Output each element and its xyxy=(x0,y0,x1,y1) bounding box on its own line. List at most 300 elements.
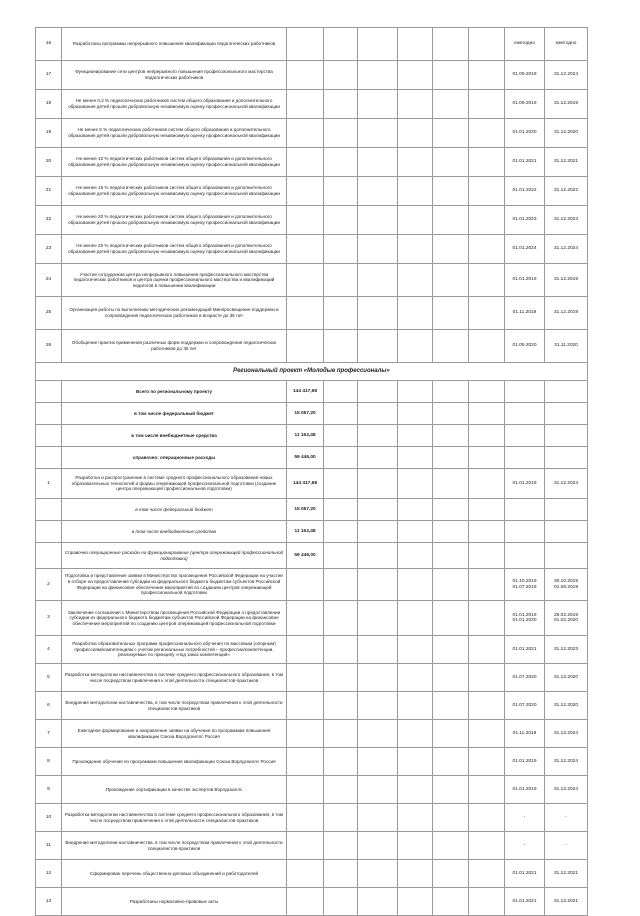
measure-name: Не менее 5 % педагогических работников систем общего образования и дополнительного образования детей прошли добровольную независимую оценку профессиональной квалификации xyxy=(62,119,287,148)
row-number: 20 xyxy=(36,148,62,177)
table-row xyxy=(36,206,588,235)
table-row xyxy=(36,61,588,90)
sub-row xyxy=(36,543,588,569)
table-row xyxy=(36,28,588,61)
empty-cell xyxy=(358,61,398,90)
end-date: 31.12.2020 xyxy=(545,119,588,148)
empty-cell xyxy=(469,403,505,425)
measure-amount: 144 417,68 xyxy=(287,469,324,499)
table-row xyxy=(36,569,588,601)
empty-cell xyxy=(324,28,358,61)
empty-cell xyxy=(358,28,398,61)
start-date: ежегодно xyxy=(505,28,545,61)
start-date: 01.01.2019 xyxy=(505,469,545,499)
start-date: 01.01.2021 xyxy=(505,888,545,916)
empty-cell xyxy=(358,469,398,499)
empty-cell xyxy=(287,636,324,664)
row-number: 5 xyxy=(36,664,62,692)
empty-cell xyxy=(398,148,433,177)
empty-cell xyxy=(358,664,398,692)
end-date: 31.12.2020 xyxy=(545,664,588,692)
row-number: 24 xyxy=(36,264,62,297)
empty-cell xyxy=(287,264,324,297)
empty-cell xyxy=(469,90,505,119)
empty-cell xyxy=(287,28,324,61)
empty-cell xyxy=(324,90,358,119)
empty-cell xyxy=(505,381,545,403)
table-row xyxy=(36,177,588,206)
empty-cell xyxy=(433,692,469,720)
measure-name: Разработаны программы непрерывного повышения квалификации педагогических работников xyxy=(62,28,287,61)
empty-cell xyxy=(287,90,324,119)
row-number: 6 xyxy=(36,692,62,720)
empty-cell xyxy=(545,499,588,521)
empty-cell xyxy=(469,235,505,264)
empty-cell xyxy=(545,403,588,425)
empty-cell xyxy=(324,297,358,330)
empty-cell xyxy=(469,264,505,297)
empty-cell xyxy=(398,447,433,469)
empty-cell xyxy=(358,425,398,447)
empty-cell xyxy=(398,206,433,235)
empty-cell xyxy=(398,776,433,804)
total-label: Всего по региональному проекту xyxy=(62,381,287,403)
empty-cell xyxy=(287,148,324,177)
empty-cell xyxy=(398,28,433,61)
empty-cell xyxy=(433,177,469,206)
empty-cell xyxy=(469,297,505,330)
sub-row xyxy=(36,521,588,543)
empty-cell xyxy=(505,499,545,521)
empty-cell xyxy=(358,832,398,860)
total-row xyxy=(36,381,588,403)
row-number: 17 xyxy=(36,61,62,90)
table-row xyxy=(36,330,588,363)
end-date: 30.10.2019 01.08.2019 xyxy=(545,569,588,601)
empty-cell xyxy=(324,177,358,206)
empty-cell xyxy=(433,425,469,447)
empty-cell xyxy=(358,569,398,601)
empty-cell xyxy=(433,860,469,888)
section-title: Региональный проект «Молодые профессионалы» xyxy=(36,363,588,381)
empty-cell xyxy=(469,832,505,860)
empty-cell xyxy=(358,148,398,177)
table-row xyxy=(36,235,588,264)
row-number: 7 xyxy=(36,720,62,748)
empty-cell xyxy=(287,206,324,235)
empty-cell xyxy=(358,403,398,425)
end-date: 31.12.2021 xyxy=(545,888,588,916)
empty-cell xyxy=(36,521,62,543)
empty-cell xyxy=(287,61,324,90)
total-amount: 144 417,68 xyxy=(287,381,324,403)
empty-cell xyxy=(469,61,505,90)
measure-name: Участие сотрудников центра непрерывного повышения профессионального мастерства педагогических работников и центра оценки профессионального мастерства и квалификаций педагогов в повышении квалификации xyxy=(62,264,287,297)
table-row xyxy=(36,888,588,916)
end-date: 31.12.2024 xyxy=(545,776,588,804)
empty-cell xyxy=(36,543,62,569)
empty-cell xyxy=(287,177,324,206)
start-date: 01.01.2024 xyxy=(505,235,545,264)
empty-cell xyxy=(433,521,469,543)
empty-cell xyxy=(433,264,469,297)
measure-name: Не менее 15 % педагогических работников систем общего образования и дополнительного образования детей прошли добровольную независимую оценку профессиональной квалификации xyxy=(62,177,287,206)
empty-cell xyxy=(469,425,505,447)
empty-cell xyxy=(398,403,433,425)
empty-cell xyxy=(469,569,505,601)
empty-cell xyxy=(324,330,358,363)
row-number: 18 xyxy=(36,90,62,119)
empty-cell xyxy=(398,61,433,90)
empty-cell xyxy=(324,447,358,469)
row-number: 11 xyxy=(36,832,62,860)
empty-cell xyxy=(324,61,358,90)
measure-name: Организация работы по выполнению методических рекомендаций Минпросвещения поддержки и сопровождения педагогических работников в возрасте до 35 лет xyxy=(62,297,287,330)
table-row xyxy=(36,264,588,297)
measure-name: Не менее 10 % педагогических работников систем общего образования и дополнительного образования детей прошли добровольную независимую оценку профессиональной квалификации xyxy=(62,148,287,177)
empty-cell xyxy=(469,636,505,664)
empty-cell xyxy=(433,61,469,90)
empty-cell xyxy=(398,692,433,720)
end-date: 31.12.2021 xyxy=(545,148,588,177)
table-row xyxy=(36,664,588,692)
end-date: 31.12.2022 xyxy=(545,177,588,206)
empty-cell xyxy=(398,543,433,569)
measure-name: Прохождение обучения по программам повышения квалификации Союза Ворлдскиллс Россия xyxy=(62,748,287,776)
empty-cell xyxy=(358,888,398,916)
empty-cell xyxy=(433,297,469,330)
empty-cell xyxy=(287,664,324,692)
measure-name: Внедрение методологии наставничества, в том числе посредством привлечения к этой деятельности специалистов-практиков xyxy=(62,832,287,860)
empty-cell xyxy=(287,888,324,916)
row-number: 4 xyxy=(36,636,62,664)
total-row xyxy=(36,425,588,447)
start-date: 01.01.2023 xyxy=(505,206,545,235)
empty-cell xyxy=(324,692,358,720)
empty-cell xyxy=(433,381,469,403)
empty-cell xyxy=(433,90,469,119)
empty-cell xyxy=(358,235,398,264)
end-date: 31.12.2023 xyxy=(545,206,588,235)
empty-cell xyxy=(433,776,469,804)
end-date: 31.12.2021 xyxy=(545,860,588,888)
sub-label: Справочно операционные расходы на функционирование (центра опережающей профессиональной подготовки) xyxy=(62,543,287,569)
start-date: 01.09.2019 xyxy=(505,61,545,90)
empty-cell xyxy=(287,119,324,148)
table-body xyxy=(36,28,588,916)
empty-cell xyxy=(358,330,398,363)
row-number: 13 xyxy=(36,888,62,916)
end-date: 31.12.2024 xyxy=(545,748,588,776)
empty-cell xyxy=(469,748,505,776)
table-row xyxy=(36,636,588,664)
empty-cell xyxy=(358,264,398,297)
empty-cell xyxy=(469,601,505,636)
end-date: - xyxy=(545,832,588,860)
empty-cell xyxy=(324,381,358,403)
empty-cell xyxy=(324,748,358,776)
end-date: 31.12.2023 xyxy=(545,636,588,664)
start-date: 01.01.2019 xyxy=(505,748,545,776)
empty-cell xyxy=(358,692,398,720)
empty-cell xyxy=(433,832,469,860)
empty-cell xyxy=(505,447,545,469)
table-row xyxy=(36,776,588,804)
measure-name: Заключение соглашения с Министерством просвещения Российской Федерации о предоставлении субсидии из федерального бюджета бюджетам субъектов Российской Федерации на финансовое обеспечение мероприятий по созданию центров опережающей профессиональной подготовки xyxy=(62,601,287,636)
measure-name: Ежегодное формирование и направление заявки на обучение по программам повышения квалификации Союза Ворлдскиллс Россия xyxy=(62,720,287,748)
table-row xyxy=(36,601,588,636)
row-number: 10 xyxy=(36,804,62,832)
total-amount: 59 446,00 xyxy=(287,447,324,469)
empty-cell xyxy=(398,569,433,601)
empty-cell xyxy=(324,119,358,148)
measure-name: Не менее 25 % педагогических работников систем общего образования и дополнительного образования детей прошли добровольную независимую оценку профессиональной квалификации xyxy=(62,235,287,264)
row-number: 23 xyxy=(36,235,62,264)
measure-name: Разработка образовательных программ профессионального обучения по массовым (опорным) профессиям/компетенциям с учетом региональных потребностей – профессии/компетенции, реализуемые по принципу «под заказ компетенций» xyxy=(62,636,287,664)
empty-cell xyxy=(358,860,398,888)
empty-cell xyxy=(398,748,433,776)
table-row xyxy=(36,297,588,330)
table-row xyxy=(36,832,588,860)
empty-cell xyxy=(469,499,505,521)
measure-name: Внедрение методологии наставничества, в том числе посредством привлечения к этой деятельности специалистов-практиков xyxy=(62,692,287,720)
empty-cell xyxy=(324,403,358,425)
empty-cell xyxy=(287,569,324,601)
empty-cell xyxy=(324,425,358,447)
empty-cell xyxy=(433,499,469,521)
empty-cell xyxy=(324,636,358,664)
total-amount: 11 153,48 xyxy=(287,425,324,447)
empty-cell xyxy=(398,425,433,447)
sub-amount: 11 153,48 xyxy=(287,521,324,543)
table-row xyxy=(36,692,588,720)
table-row xyxy=(36,720,588,748)
empty-cell xyxy=(287,804,324,832)
sub-label: в том числе федеральный бюджет xyxy=(62,499,287,521)
empty-cell xyxy=(433,469,469,499)
empty-cell xyxy=(358,804,398,832)
end-date: ежегодно xyxy=(545,28,588,61)
empty-cell xyxy=(287,860,324,888)
empty-cell xyxy=(324,521,358,543)
empty-cell xyxy=(287,720,324,748)
empty-cell xyxy=(324,206,358,235)
empty-cell xyxy=(324,543,358,569)
measure-name: Не менее 20 % педагогических работников систем общего образования и дополнительного образования детей прошли добровольную независимую оценку профессиональной квалификации xyxy=(62,206,287,235)
empty-cell xyxy=(287,776,324,804)
empty-cell xyxy=(545,447,588,469)
measure-name: Подготовка и представление заявки в Министерство просвещения Российской Федерации на участие в отборе на предоставление субсидии из федерального бюджета бюджетам субъектов Российской Федерации на финансовое обеспечение мероприятий по созданию центров опережающей профессиональной подготовки xyxy=(62,569,287,601)
empty-cell xyxy=(469,860,505,888)
empty-cell xyxy=(398,381,433,403)
measure-name: Разработка методологии наставничества в системе среднего профессионального образования, в том числе посредством привлечения к этой деятельности специалистов-практиков xyxy=(62,804,287,832)
empty-cell xyxy=(358,206,398,235)
start-date: 01.07.2020 xyxy=(505,664,545,692)
empty-cell xyxy=(545,521,588,543)
start-date: 01.10.2019 01.07.2019 xyxy=(505,569,545,601)
empty-cell xyxy=(433,235,469,264)
empty-cell xyxy=(358,543,398,569)
end-date: 31.12.2024 xyxy=(545,469,588,499)
start-date: 01.01.2021 xyxy=(505,860,545,888)
empty-cell xyxy=(469,543,505,569)
empty-cell xyxy=(398,177,433,206)
empty-cell xyxy=(398,330,433,363)
empty-cell xyxy=(433,601,469,636)
empty-cell xyxy=(545,381,588,403)
empty-cell xyxy=(324,469,358,499)
end-date: - xyxy=(545,804,588,832)
end-date: 31.11.2020 xyxy=(545,330,588,363)
row-number: 19 xyxy=(36,119,62,148)
start-date: - xyxy=(505,804,545,832)
empty-cell xyxy=(398,860,433,888)
row-number: 21 xyxy=(36,177,62,206)
empty-cell xyxy=(433,119,469,148)
empty-cell xyxy=(433,206,469,235)
row-number: 25 xyxy=(36,297,62,330)
empty-cell xyxy=(398,636,433,664)
empty-cell xyxy=(398,664,433,692)
empty-cell xyxy=(398,720,433,748)
empty-cell xyxy=(469,692,505,720)
measure-name: Разработаны нормативно-правовые акты xyxy=(62,888,287,916)
empty-cell xyxy=(433,148,469,177)
document-page xyxy=(35,27,587,916)
empty-cell xyxy=(358,119,398,148)
empty-cell xyxy=(358,381,398,403)
empty-cell xyxy=(505,403,545,425)
table-row xyxy=(36,860,588,888)
empty-cell xyxy=(433,403,469,425)
empty-cell xyxy=(287,748,324,776)
row-number: 1 xyxy=(36,469,62,499)
start-date: 01.09.2020 xyxy=(505,330,545,363)
table-row xyxy=(36,804,588,832)
empty-cell xyxy=(469,330,505,363)
empty-cell xyxy=(36,403,62,425)
empty-cell xyxy=(469,664,505,692)
row-number: 8 xyxy=(36,748,62,776)
start-date: 01.09.2019 xyxy=(505,90,545,119)
empty-cell xyxy=(358,748,398,776)
row-number: 22 xyxy=(36,206,62,235)
end-date: 28.02.2019 01.02.2020 xyxy=(545,601,588,636)
end-date: 31.12.2019 xyxy=(545,90,588,119)
empty-cell xyxy=(398,832,433,860)
empty-cell xyxy=(36,425,62,447)
start-date: 01.01.2021 xyxy=(505,148,545,177)
total-row xyxy=(36,403,588,425)
empty-cell xyxy=(358,447,398,469)
empty-cell xyxy=(469,776,505,804)
empty-cell xyxy=(324,804,358,832)
empty-cell xyxy=(433,543,469,569)
total-label: в том числе внебюджетные средства xyxy=(62,425,287,447)
start-date: 01.01.2019 xyxy=(505,776,545,804)
empty-cell xyxy=(358,720,398,748)
empty-cell xyxy=(324,601,358,636)
plan-table xyxy=(35,27,588,916)
empty-cell xyxy=(324,860,358,888)
empty-cell xyxy=(324,720,358,748)
total-amount: 15 057,20 xyxy=(287,403,324,425)
section-header-row xyxy=(36,363,588,381)
empty-cell xyxy=(469,720,505,748)
start-date: 01.01.2021 xyxy=(505,636,545,664)
row-number: 9 xyxy=(36,776,62,804)
empty-cell xyxy=(433,804,469,832)
measure-name: Функционирование сети центров непрерывного повышения профессионального мастерства педагогических работников xyxy=(62,61,287,90)
empty-cell xyxy=(469,28,505,61)
empty-cell xyxy=(398,119,433,148)
measure-name: Разработка методологии наставничества в системе среднего профессионального образования, в том числе посредством привлечения к этой деятельности специалистов-практиков xyxy=(62,664,287,692)
empty-cell xyxy=(469,447,505,469)
table-row xyxy=(36,748,588,776)
empty-cell xyxy=(36,499,62,521)
empty-cell xyxy=(469,381,505,403)
empty-cell xyxy=(36,447,62,469)
empty-cell xyxy=(469,119,505,148)
empty-cell xyxy=(469,469,505,499)
end-date: 31.12.2024 xyxy=(545,61,588,90)
start-date: 01.01.2019 01.01.2020 xyxy=(505,601,545,636)
empty-cell xyxy=(433,447,469,469)
empty-cell xyxy=(433,330,469,363)
empty-cell xyxy=(358,776,398,804)
empty-cell xyxy=(324,499,358,521)
end-date: 31.12.2019 xyxy=(545,297,588,330)
start-date: 01.11.2019 xyxy=(505,720,545,748)
empty-cell xyxy=(505,425,545,447)
empty-cell xyxy=(505,521,545,543)
empty-cell xyxy=(398,264,433,297)
empty-cell xyxy=(324,888,358,916)
table-row xyxy=(36,469,588,499)
empty-cell xyxy=(545,543,588,569)
empty-cell xyxy=(433,28,469,61)
sub-amount: 15 057,20 xyxy=(287,499,324,521)
measure-name: Не менее 0,2 % педагогических работников систем общего образования и дополнительного образования детей прошли добровольную независимую оценку профессиональной квалификации xyxy=(62,90,287,119)
empty-cell xyxy=(398,804,433,832)
empty-cell xyxy=(287,297,324,330)
empty-cell xyxy=(469,206,505,235)
empty-cell xyxy=(398,297,433,330)
empty-cell xyxy=(469,521,505,543)
sub-label: в том числе внебюджетные средства xyxy=(62,521,287,543)
empty-cell xyxy=(545,425,588,447)
total-label: в том числе федеральный бюджет xyxy=(62,403,287,425)
empty-cell xyxy=(469,804,505,832)
row-number: 26 xyxy=(36,330,62,363)
empty-cell xyxy=(469,177,505,206)
empty-cell xyxy=(469,888,505,916)
empty-cell xyxy=(358,499,398,521)
row-number: 2 xyxy=(36,569,62,601)
end-date: 31.12.2024 xyxy=(545,235,588,264)
total-row xyxy=(36,447,588,469)
start-date: 01.11.2019 xyxy=(505,297,545,330)
sub-amount: 59 446,00 xyxy=(287,543,324,569)
empty-cell xyxy=(505,543,545,569)
start-date: 01.01.2019 xyxy=(505,264,545,297)
empty-cell xyxy=(358,90,398,119)
empty-cell xyxy=(358,601,398,636)
empty-cell xyxy=(324,569,358,601)
empty-cell xyxy=(36,381,62,403)
empty-cell xyxy=(398,521,433,543)
empty-cell xyxy=(433,888,469,916)
